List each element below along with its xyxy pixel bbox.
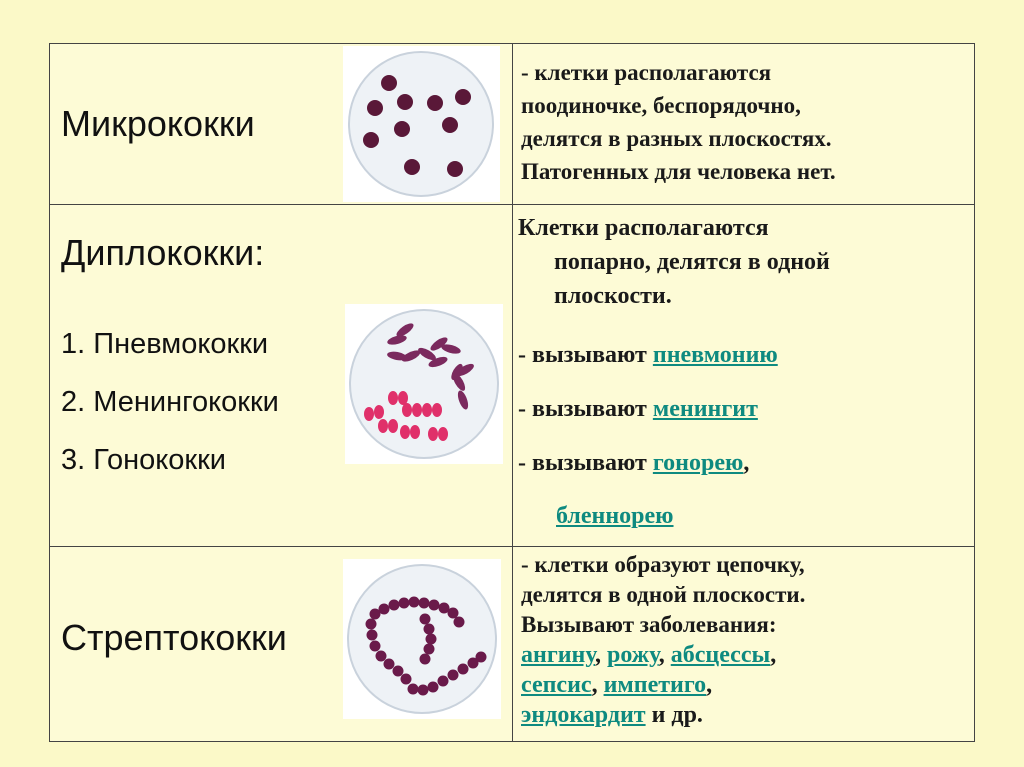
streptococci-image: [343, 559, 501, 719]
desc-line: - клетки образуют цепочку,: [521, 552, 805, 577]
pneumonia-line: [518, 338, 778, 372]
diplococci-description: [518, 211, 830, 313]
diplococci-drawing: [345, 304, 503, 464]
column-divider: [512, 44, 513, 741]
causes-label: - вызывают: [518, 342, 647, 368]
list-item-meningococci: 2. Менингококки: [61, 386, 279, 418]
comma: ,: [770, 642, 777, 668]
angina-link[interactable]: ангину: [521, 642, 595, 668]
blennorrhea-line: [556, 499, 674, 533]
diplococci-title: Диплококки:: [61, 232, 265, 273]
comma: ,: [591, 672, 598, 698]
strep-diseases-line-3: [521, 700, 805, 730]
abscesses-link[interactable]: абсцессы: [670, 642, 771, 668]
comma: ,: [743, 450, 750, 476]
erysipelas-link[interactable]: рожу: [606, 642, 659, 668]
micrococci-title: Микрококки: [61, 103, 255, 144]
list-item-gonococci: 3. Гонококки: [61, 444, 226, 476]
desc-line: поодиночке, беспорядочно,: [521, 93, 801, 118]
streptococci-drawing: [343, 559, 501, 719]
desc-line: плоскости.: [554, 283, 672, 309]
desc-line: делятся в одной плоскости.: [521, 582, 806, 607]
causes-label: - вызывают: [518, 396, 647, 422]
pneumonia-link[interactable]: пневмонию: [652, 342, 778, 368]
gonorrhea-line: [518, 446, 749, 480]
desc-line: - клетки располагаются: [521, 60, 772, 85]
list-item-pneumococci: 1. Пневмококки: [61, 328, 269, 360]
endocarditis-link[interactable]: эндокардит: [521, 702, 646, 728]
micrococci-image: [343, 46, 500, 202]
meningitis-link[interactable]: менингит: [652, 396, 758, 422]
comma: ,: [594, 642, 601, 668]
causes-label: - вызывают: [518, 450, 647, 476]
strep-diseases-line-1: [521, 640, 805, 670]
meningitis-line: [518, 392, 758, 426]
comma: ,: [658, 642, 665, 668]
blennorrhea-link[interactable]: бленнорею: [556, 503, 674, 529]
micrococci-description: [521, 56, 836, 188]
etc-text: и др.: [651, 702, 703, 728]
diplococci-image: [345, 304, 503, 464]
strep-diseases-line-2: [521, 670, 805, 700]
desc-line: попарно, делятся в одной: [554, 249, 830, 275]
gonorrhea-link[interactable]: гонорею: [652, 450, 744, 476]
sepsis-link[interactable]: сепсис: [521, 672, 592, 698]
impetigo-link[interactable]: импетиго: [603, 672, 707, 698]
desc-line: делятся в разных плоскостях.: [521, 126, 832, 151]
desc-line: Клетки располагаются: [518, 215, 769, 241]
desc-line: Патогенных для человека нет.: [521, 159, 836, 184]
streptococci-description: [521, 550, 805, 730]
bacteria-table: [49, 43, 975, 742]
streptococci-title: Стрептококки: [61, 617, 287, 658]
micrococci-drawing: [343, 46, 500, 202]
desc-line: Вызывают заболевания:: [521, 612, 777, 637]
comma: ,: [706, 672, 713, 698]
